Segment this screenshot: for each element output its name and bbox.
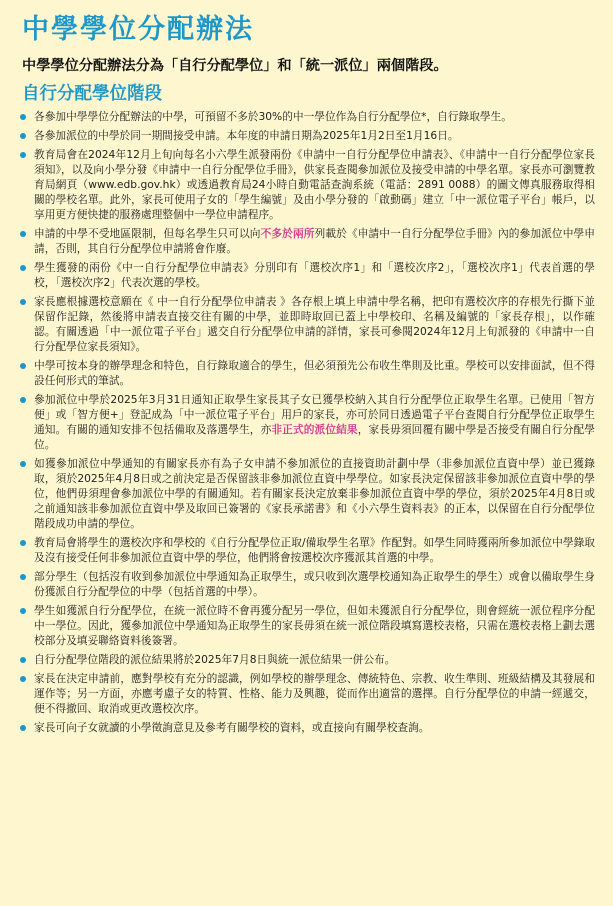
bullet-icon — [20, 657, 26, 663]
list-item — [20, 456, 595, 531]
list-item — [20, 128, 595, 143]
bullet-icon — [20, 574, 26, 580]
list-item — [20, 147, 595, 222]
list-item — [20, 392, 595, 452]
bullet-icon — [20, 540, 26, 546]
highlight-text: 不多於兩所 — [260, 227, 315, 240]
bullet-icon — [20, 265, 26, 271]
item-text: 各參加派位的中學於同一期間接受申請。本年度的申請日期為2025年1月2日至1月16日。 — [34, 129, 459, 142]
item-text: 學生如獲派自行分配學位，在統一派位時不會再獲分配另一學位，但如未獲派自行分配學位，則會經統一派位程序分配中一學位。因此，獲參加派位中學通知為正取學生的家長毋須在統一派位階段填寫選校表格，只需在選校表格上劃去選校部分及填妥聯絡資料後簽署。 — [34, 604, 595, 647]
list-item — [20, 671, 595, 716]
bullet-icon — [20, 133, 26, 139]
page-title: 中學學位分配辦法 — [22, 14, 254, 45]
bullet-icon — [20, 363, 26, 369]
bullet-icon — [20, 676, 26, 682]
item-text-cont: 列載於《申請中一自行分配學位手冊》內的參加派位中學申請，否則，其自行分配學位申請將會作廢。 — [34, 227, 595, 255]
item-text: 教育局會在2024年12月上旬向每名小六學生派發兩份《申請中一自行分配學位申請表》、《申請中一自行分配學位家長須知》，以及向小學分發《申請中一自行分配學位手冊》，供家長查閱參加派位及接受申請的中學名單。家長亦可瀏覽教育局網頁（www.edb.gov.hk）或透過教育局24小時自動電話查詢系統（電話：2891 0088）的圖文傳真服務取得相關的學校名單。此外，家長可使用子女的「學生編號」及由小學分發的「啟動碼」建立「中一派位電子平台」帳戶，以享用更方便快捷的服務處理整個中一學位申請程序。 — [34, 148, 595, 221]
intro-text: 中學學位分配辦法分為「自行分配學位」和「統一派位」兩個階段。 — [22, 58, 448, 74]
bullet-icon — [20, 461, 26, 467]
list-item — [20, 294, 595, 354]
item-text: 如獲參加派位中學通知的有關家長亦有為子女申請不參加派位的直接資助計劃中學（非參加派位直資中學）並已獲錄取，須於2025年4月8日或之前決定是否保留該非參加派位直資中學學位。如家長決定保留該非參加派位直資中學的學位，他們毋須理會參加派位中學的有關通知。若有關家長決定放棄非參加派位直資中學的學位，須於2025年4月8日或之前通知該非參加派位直資中學及取回已簽署的《家長承諾書》和《小六學生資料表》的正本，以保留在自行分配學位階段成功申請的學位。 — [34, 457, 595, 530]
item-text: 中學可按本身的辦學理念和特色，自行錄取適合的學生，但必須預先公布收生準則及比重。學校可以安排面試，但不得設任何形式的筆試。 — [34, 359, 595, 387]
list-item — [20, 652, 595, 667]
bullet-icon — [20, 397, 26, 403]
item-text: 申請的中學不受地區限制，但每名學生只可以向 — [34, 227, 261, 240]
item-text: 參加派位中學於2025年3月31日通知正取學生家長其子女已獲學校納入其自行分配學位正取學生名單。已使用「智方便」或「智方便+」登記成為「中一派位電子平台」用戶的家長，亦可於同日透過電子平台查閱自行分配學位正取學生通知。有關的通知安排不包括備取及落選學生，亦 — [34, 393, 595, 436]
list-item — [20, 260, 595, 290]
bullet-icon — [20, 299, 26, 305]
item-text: 家長可向子女就讀的小學徵詢意見及參考有關學校的資料，或直接向有關學校查詢。 — [34, 721, 430, 734]
section-heading: 自行分配學位階段 — [22, 84, 162, 104]
list-item — [20, 603, 595, 648]
item-text: 自行分配學位階段的派位結果將於2025年7月8日與統一派位結果一併公布。 — [34, 653, 396, 666]
list-item — [20, 358, 595, 388]
list-item — [20, 226, 595, 256]
bullet-list — [20, 109, 595, 735]
item-text: 家長應根據選校意願在《 中一自行分配學位申請表 》各存根上填上申請中學名稱，把印有選校次序的存根先行撕下並保留作記錄，然後將申請表直接交往有關的中學，並即時取回已蓋上中學校印、名稱及編號的「家長存根」，以作確認。有關透過「中一派位電子平台」遞交自行分配學位申請的詳情，家長可參閱2024年12月上旬派發的《申請中一自行分配學位家長須知》。 — [34, 295, 595, 353]
list-item — [20, 720, 595, 735]
item-text: 各參加中學學位分配辦法的中學，可預留不多於30%的中一學位作為自行分配學位*，自行錄取學生。 — [34, 110, 512, 123]
bullet-icon — [20, 114, 26, 120]
bullet-icon — [20, 725, 26, 731]
list-item — [20, 535, 595, 565]
list-item — [20, 109, 595, 124]
item-text: 學生獲發的兩份《中一自行分配學位申請表》分別印有「選校次序1」和「選校次序2」，「選校次序1」代表首選的學校，「選校次序2」代表次選的學校。 — [34, 261, 595, 289]
bullet-icon — [20, 231, 26, 237]
item-text: 教育局會將學生的選校次序和學校的《自行分配學位正取/備取學生名單》作配對。如學生同時獲兩所參加派位中學錄取及沒有接受任何非參加派位直資中學的學位，他們將會按選校次序獲派其首選的中學。 — [34, 536, 595, 564]
bullet-icon — [20, 608, 26, 614]
bullet-icon — [20, 152, 26, 158]
item-text-cont: ，家長毋須回覆有關中學是否接受有關自行分配學位。 — [34, 423, 595, 451]
item-text: 家長在決定申請前，應對學校有充分的認識，例如學校的辦學理念、傳統特色、宗教、收生準則、班級結構及其發展和運作等；另一方面，亦應考慮子女的特質、性格、能力及興趣，從而作出適當的選擇。自行分配學位的申請一經遞交，便不得撤回、取消或更改選校次序。 — [34, 672, 595, 715]
list-item — [20, 569, 595, 599]
item-text: 部分學生（包括沒有收到參加派位中學通知為正取學生，或只收到次選學校通知為正取學生的學生）或會以備取學生身份獲派自行分配學位的中學（包括首選的中學）。 — [34, 570, 595, 598]
highlight-text: 非正式的派位結果 — [271, 423, 358, 436]
